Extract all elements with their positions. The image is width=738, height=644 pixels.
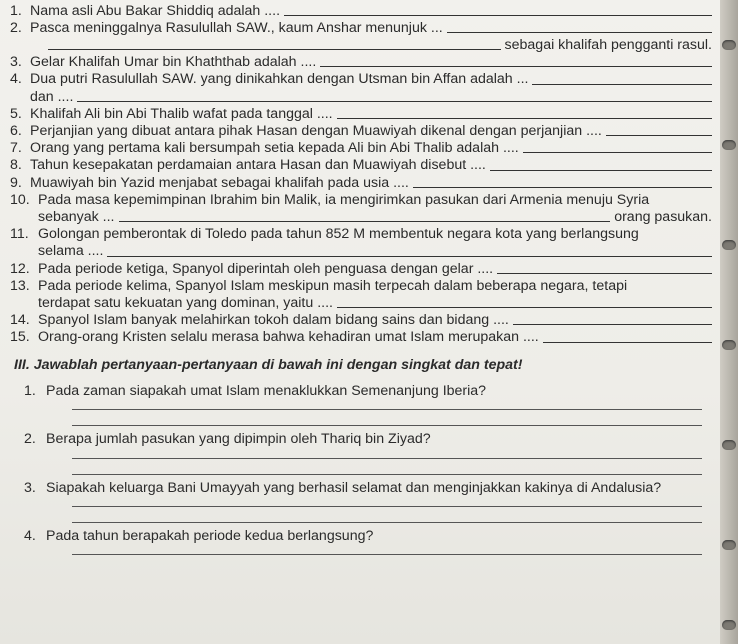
item-number: 3. xyxy=(10,54,22,71)
fill-item-1 xyxy=(10,2,712,19)
answer-blank[interactable] xyxy=(490,170,712,171)
item-text-continuation: sebagai khalifah pengganti rasul. xyxy=(504,36,712,53)
binding-ring xyxy=(722,620,736,630)
item-text: Dua putri Rasulullah SAW. yang dinikahkan dengan Utsman bin Affan adalah ... xyxy=(30,71,529,88)
fill-item-10-continuation xyxy=(10,208,712,225)
fill-item-3 xyxy=(10,54,712,71)
answer-line[interactable] xyxy=(72,425,702,426)
binding-ring xyxy=(722,440,736,450)
item-text: Gelar Khalifah Umar bin Khaththab adalah .... xyxy=(30,54,317,71)
answer-blank[interactable] xyxy=(107,256,712,257)
item-text: Pada periode ketiga, Spanyol diperintah oleh penguasa dengan gelar .... xyxy=(38,260,494,277)
answer-blank[interactable] xyxy=(77,101,712,102)
binding-ring xyxy=(722,540,736,550)
fill-item-11 xyxy=(10,226,712,243)
answer-blank[interactable] xyxy=(606,135,712,136)
answer-blank[interactable] xyxy=(284,15,712,16)
answer-blank[interactable] xyxy=(513,324,712,325)
fill-item-6 xyxy=(10,122,712,139)
question-number: 4. xyxy=(24,527,36,544)
item-text-continuation: terdapat satu kekuatan yang dominan, yaitu .... xyxy=(38,294,333,311)
answer-blank[interactable] xyxy=(119,221,611,222)
answer-blank[interactable] xyxy=(320,66,712,67)
answer-line[interactable] xyxy=(72,522,702,523)
fill-item-12 xyxy=(10,260,712,277)
essay-question-2 xyxy=(10,432,712,446)
fill-item-2-continuation xyxy=(10,36,712,53)
item-text-continuation: sebanyak ... xyxy=(38,208,115,225)
item-number: 1. xyxy=(10,2,22,19)
item-text: Nama asli Abu Bakar Shiddiq adalah .... xyxy=(30,2,281,19)
item-text-continuation: selama .... xyxy=(38,243,104,260)
fill-item-4-continuation xyxy=(10,88,712,105)
item-number: 15. xyxy=(10,329,30,346)
essay-question-1 xyxy=(10,384,712,398)
question-text: Berapa jumlah pasukan yang dipimpin oleh Thariq bin Ziyad? xyxy=(46,431,431,448)
section-heading-iii: III. Jawablah pertanyaan-pertanyaan di bawah ini dengan singkat dan tepat! xyxy=(14,357,523,374)
item-number: 11. xyxy=(10,226,29,243)
fill-item-11-continuation xyxy=(10,243,712,260)
binding-ring xyxy=(722,340,736,350)
item-text: Orang-orang Kristen selalu merasa bahwa kehadiran umat Islam merupakan .... xyxy=(38,329,539,346)
fill-item-14 xyxy=(10,312,712,329)
answer-line[interactable] xyxy=(72,458,702,459)
fill-item-13-continuation xyxy=(10,294,712,311)
item-text: Pada periode kelima, Spanyol Islam meskipun masih terpecah dalam beberapa negara, tetapi xyxy=(38,277,628,294)
item-number: 6. xyxy=(10,122,22,139)
item-number: 10. xyxy=(10,191,30,208)
item-number: 14. xyxy=(10,312,30,329)
item-number: 4. xyxy=(10,71,22,88)
fill-item-8 xyxy=(10,157,712,174)
essay-question-3 xyxy=(10,481,712,495)
essay-question-4 xyxy=(10,529,712,543)
fill-item-15 xyxy=(10,329,712,346)
item-text-continuation: dan .... xyxy=(30,88,74,105)
answer-blank[interactable] xyxy=(48,49,501,50)
item-number: 8. xyxy=(10,157,22,174)
fill-item-13 xyxy=(10,277,712,294)
item-number: 12. xyxy=(10,260,30,277)
answer-blank[interactable] xyxy=(413,187,712,188)
question-text: Siapakah keluarga Bani Umayyah yang berhasil selamat dan menginjakkan kakinya di Andalusia? xyxy=(46,479,662,496)
item-number: 9. xyxy=(10,174,22,191)
answer-blank[interactable] xyxy=(523,152,712,153)
item-text: Muawiyah bin Yazid menjabat sebagai khalifah pada usia .... xyxy=(30,174,409,191)
answer-blank[interactable] xyxy=(543,342,712,343)
binding-ring xyxy=(722,240,736,250)
answer-line[interactable] xyxy=(72,474,702,475)
question-text: Pada zaman siapakah umat Islam menaklukkan Semenanjung Iberia? xyxy=(46,383,487,400)
item-text: Tahun kesepakatan perdamaian antara Hasan dan Muawiyah disebut .... xyxy=(30,157,486,174)
answer-line[interactable] xyxy=(72,409,702,410)
fill-item-9 xyxy=(10,174,712,191)
item-text-after-blank: orang pasukan. xyxy=(614,208,712,225)
question-text: Pada tahun berapakah periode kedua berlangsung? xyxy=(46,527,374,544)
answer-line[interactable] xyxy=(72,554,702,555)
item-text: Orang yang pertama kali bersumpah setia kepada Ali bin Abi Thalib adalah .... xyxy=(30,140,519,157)
item-text: Golongan pemberontak di Toledo pada tahun 852 M membentuk negara kota yang berlangsung xyxy=(38,226,639,243)
notebook-binding xyxy=(720,0,738,644)
question-number: 2. xyxy=(24,431,36,448)
answer-blank[interactable] xyxy=(447,32,712,33)
fill-item-10 xyxy=(10,191,712,208)
fill-item-4 xyxy=(10,71,712,88)
fill-item-7 xyxy=(10,140,712,157)
item-text: Khalifah Ali bin Abi Thalib wafat pada tanggal .... xyxy=(30,105,333,122)
item-number: 2. xyxy=(10,19,22,36)
item-text: Pasca meninggalnya Rasulullah SAW., kaum Anshar menunjuk ... xyxy=(30,19,443,36)
question-number: 1. xyxy=(24,383,36,400)
item-number: 5. xyxy=(10,105,22,122)
binding-ring xyxy=(722,140,736,150)
answer-blank[interactable] xyxy=(337,118,712,119)
item-text: Spanyol Islam banyak melahirkan tokoh dalam bidang sains dan bidang .... xyxy=(38,312,509,329)
fill-item-2 xyxy=(10,19,712,36)
binding-ring xyxy=(722,40,736,50)
item-number: 13. xyxy=(10,277,30,294)
answer-blank[interactable] xyxy=(532,84,712,85)
answer-line[interactable] xyxy=(72,506,702,507)
item-text: Pada masa kepemimpinan Ibrahim bin Malik, ia mengirimkan pasukan dari Armenia menuju Syria xyxy=(38,191,650,208)
fill-item-5 xyxy=(10,105,712,122)
item-text: Perjanjian yang dibuat antara pihak Hasan dengan Muawiyah dikenal dengan perjanjian .... xyxy=(30,122,602,139)
answer-blank[interactable] xyxy=(337,307,712,308)
item-number: 7. xyxy=(10,140,22,157)
question-number: 3. xyxy=(24,479,36,496)
answer-blank[interactable] xyxy=(497,273,712,274)
